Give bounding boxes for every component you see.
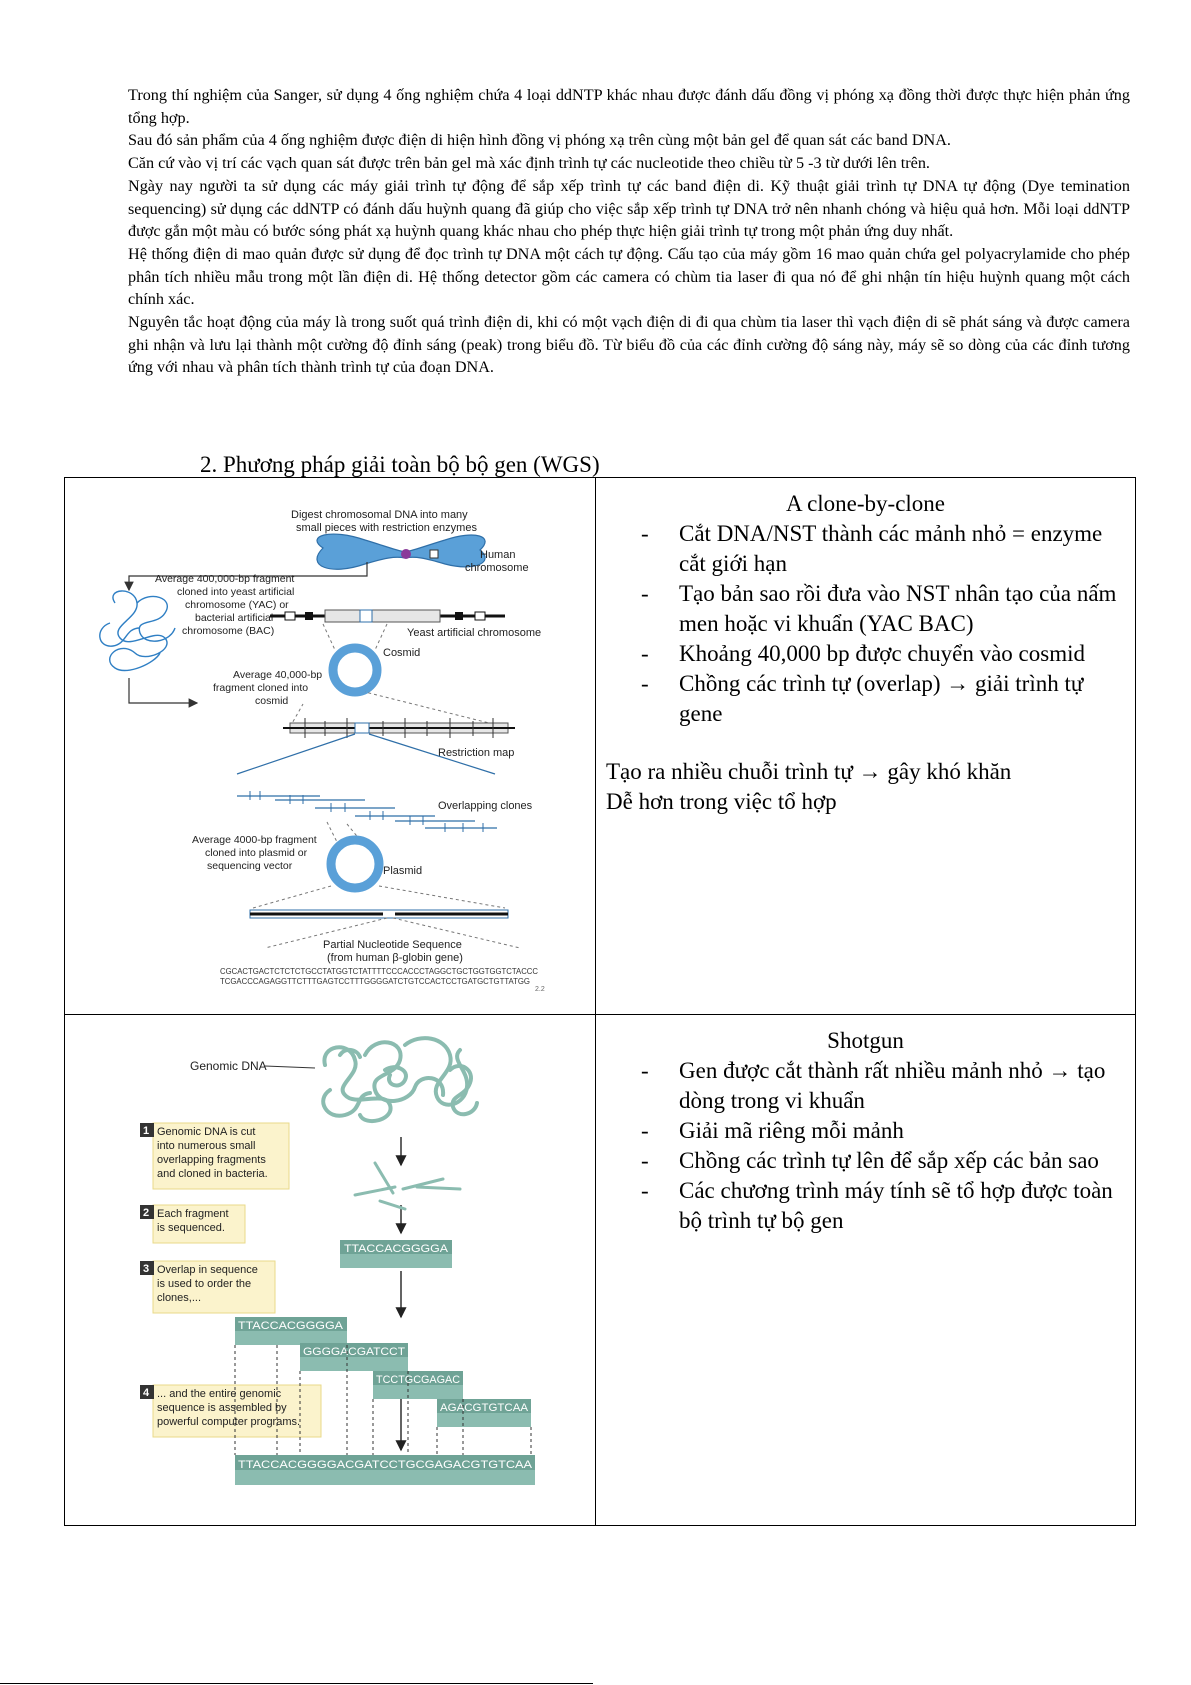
clone-by-clone-figure-cell — [65, 478, 596, 1015]
yac-label: Average 400,000-bp fragment — [155, 573, 295, 585]
list-item: - Giải mã riêng mỗi mảnh — [596, 1116, 1125, 1146]
yac-label: bacterial artificial — [195, 612, 274, 624]
clone-by-clone-figure — [65, 478, 595, 1009]
wgs-table — [64, 477, 1136, 1526]
yac-label: cloned into yeast artificial — [177, 586, 295, 598]
nucleotide-sequence: CGCACTGACTCTCTCTGCCTATGGTCTATTTTCCCACCCTAGGCTGCTGGTGGTCTACCC — [220, 967, 539, 976]
cosmid-fragment-label: Average 40,000-bp — [233, 669, 323, 681]
list-item: - Chồng các trình tự lên để sắp xếp các bản sao — [596, 1146, 1125, 1176]
fragment-sequence: AGACGTGTCAA — [440, 1402, 529, 1414]
yac-label: chromosome (BAC) — [182, 625, 275, 637]
sequenced-fragment-text: TTACCACGGGGA — [344, 1243, 449, 1255]
human-chromosome-label: chromosome — [465, 562, 529, 574]
step-4-text: powerful computer programs. — [157, 1416, 301, 1428]
step-3-text: clones,... — [157, 1292, 202, 1304]
figure-credit: 2.2 — [535, 986, 545, 993]
cosmid-fragment-label: cosmid — [255, 695, 289, 707]
intro-paragraph: Ngày nay người ta sử dụng các máy giải trình tự động để sắp xếp trình tự các band điện di. Kỹ thuật giải trình tự DNA tự động (Dye temination sequencing) sử dụng các ddNTP có đánh dấu huỳnh quang đã giúp cho việc sắp xếp trình tự DNA trở nên nhanh chóng và hiệu quả hơn. Mỗi loại ddNTP được gắn một màu có bước sóng phát xạ huỳnh quang khác nhau cho phép thực hiện giải trình tự trong một phản ứng duy nhất. — [128, 176, 1130, 241]
list-item: - Gen được cắt thành rất nhiều mảnh nhỏ → tạo dòng trong vi khuẩn — [596, 1056, 1125, 1116]
intro-paragraph: Sau đó sản phẩm của 4 ống nghiệm được điện di hiện hình đồng vị phóng xạ trên cùng một bản gel để quan sát các band DNA. — [128, 131, 951, 150]
dna-fragments — [355, 1163, 460, 1209]
digest-label: small pieces with restriction enzymes — [296, 522, 477, 534]
shotgun-list — [596, 1056, 1135, 1236]
shotgun-row — [65, 1015, 1136, 1526]
intro-paragraph: Hệ thống điện di mao quản được sử dụng để đọc trình tự DNA một cách tự động. Cấu tạo của máy gồm 16 mao quản chứa gel polyacrylamide cho phép phân tích nhiều mẫu trong một lần điện di. Hệ thống detector gồm các camera có chùm tia laser đi qua nó để ghi nhận tín hiệu huỳnh quang một cách chính xác. — [128, 244, 1130, 309]
list-item: - Tạo bản sao rồi đưa vào NST nhân tạo của nấm men hoặc vi khuẩn (YAC BAC) — [596, 579, 1125, 639]
step-3-text: is used to order the — [157, 1278, 252, 1290]
clone-by-clone-text-cell — [596, 478, 1136, 1015]
dna-scribble — [100, 591, 175, 670]
step-2-box — [140, 1205, 245, 1243]
genomic-dna-label: Genomic DNA — [190, 1059, 267, 1073]
overlapping-clones-label: Overlapping clones — [438, 800, 533, 812]
restriction-map-label: Restriction map — [438, 747, 515, 759]
step-1-number: 1 — [143, 1125, 150, 1137]
nucleotide-sequence: TCGACCCAGAGGTTCTTTGAGTCCTTTGGGGATCTGTCCACTCCTGATGCTGTTATGG — [220, 977, 530, 986]
cosmid-label: Cosmid — [383, 647, 421, 659]
human-chromosome — [317, 534, 485, 569]
fragment-sequence: GGGGACGATCCT — [303, 1346, 406, 1358]
shotgun-figure — [65, 1015, 595, 1520]
arrow-cosmid — [129, 678, 197, 703]
step-2-text: Each fragment — [157, 1208, 229, 1220]
cosmid-fragment-label: fragment cloned into — [213, 682, 309, 694]
step-2-text: is sequenced. — [157, 1222, 225, 1234]
list-item: - Các chương trình máy tính sẽ tổ hợp được toàn bộ trình tự bộ gen — [596, 1176, 1125, 1236]
cosmid-ring — [323, 624, 387, 692]
fragment-sequence: TCCTGCGAGAC — [376, 1374, 461, 1386]
clone-by-clone-list — [596, 519, 1135, 729]
yac-label: chromosome (YAC) or — [185, 599, 289, 611]
section-heading: 2. Phương pháp giải toàn bộ bộ gen (WGS) — [200, 452, 600, 477]
restriction-map — [283, 692, 515, 738]
list-item: - Cắt DNA/NST thành các mảnh nhỏ = enzyme cắt giới hạn — [596, 519, 1125, 579]
plasmid-label: Plasmid — [383, 865, 423, 877]
digest-label: Digest chromosomal DNA into many — [291, 509, 468, 521]
shotgun-text-cell — [596, 1015, 1136, 1526]
partial-sequence-label: Partial Nucleotide Sequence — [323, 939, 462, 951]
clone-by-clone-note: Dễ hơn trong việc tổ hợp — [606, 789, 837, 814]
step-3-box — [140, 1261, 275, 1313]
step-1-text: and cloned in bacteria. — [157, 1168, 268, 1180]
intro-paragraph: Căn cứ vào vị trí các vạch quan sát được trên bản gel mà xác định trình tự các nucleotide theo chiều từ 5 -3 từ dưới lên trên. — [128, 154, 930, 173]
step-1-box — [140, 1123, 289, 1189]
shotgun-title: Shotgun — [827, 1028, 904, 1053]
plasmid-fragment-label: sequencing vector — [207, 860, 293, 872]
fragment-sequence: TTACCACGGGGA — [238, 1320, 344, 1332]
list-item: - Khoảng 40,000 bp được chuyển vào cosmid — [596, 639, 1125, 669]
yeast-artificial-chromosome — [270, 610, 505, 622]
step-1-text: overlapping fragments — [157, 1154, 266, 1166]
step-2-number: 2 — [143, 1207, 150, 1219]
step-1-text: Genomic DNA is cut — [157, 1126, 256, 1138]
step-4-number: 4 — [143, 1387, 150, 1399]
clone-by-clone-title: A clone-by-clone — [785, 491, 946, 516]
step-3-text: Overlap in sequence — [157, 1264, 258, 1276]
assembled-sequence: TTACCACGGGGACGATCCTGCGAGACGTGTCAA — [238, 1459, 533, 1471]
human-chromosome-label: Human — [480, 549, 516, 561]
clone-by-clone-note: Tạo ra nhiều chuỗi trình tự → gây khó khăn — [606, 759, 1012, 784]
plasmid-fragment-label: Average 4000-bp fragment — [192, 834, 317, 846]
partial-sequence-label: (from human β-globin gene) — [327, 952, 463, 964]
list-item: - Chồng các trình tự (overlap) → giải trình tự gene — [596, 669, 1125, 729]
footnote-separator — [0, 1683, 593, 1684]
step-4-box — [140, 1385, 321, 1437]
plasmid-fragment-label: cloned into plasmid or — [205, 847, 308, 859]
yeast-chromosome-label: Yeast artificial chromosome — [407, 627, 542, 639]
step-4-text: sequence is assembled by — [157, 1402, 287, 1414]
step-4-text: ... and the entire genomic — [157, 1388, 282, 1400]
shotgun-figure-cell — [65, 1015, 596, 1526]
step-3-number: 3 — [143, 1263, 150, 1275]
step-1-text: into numerous small — [157, 1140, 256, 1152]
intro-text — [128, 84, 1130, 379]
intro-paragraph: Nguyên tắc hoạt động của máy là trong suốt quá trình điện di, khi có một vạch điện di đi qua chùm tia laser thì vạch điện di sẽ phát sáng và được camera ghi nhận và lưu lại thành một cường độ đỉnh sáng (peak) trong biểu đồ. Từ biểu đồ của các đỉnh cường độ sáng này, máy sẽ so dòng của các đỉnh tương ứng với nhau và phân tích thành trình tự của đoạn DNA. — [128, 313, 1130, 377]
plasmid-ring — [327, 822, 379, 888]
genomic-dna-pointer — [265, 1066, 315, 1068]
intro-paragraph: Trong thí nghiệm của Sanger, sử dụng 4 ống nghiệm chứa 4 loại ddNTP khác nhau được đánh dấu đồng vị phóng xạ đồng thời được thực hiện phản ứng tổng hợp. — [128, 86, 1130, 127]
genomic-dna-tangle — [323, 1038, 477, 1121]
clone-by-clone-row — [65, 478, 1136, 1015]
